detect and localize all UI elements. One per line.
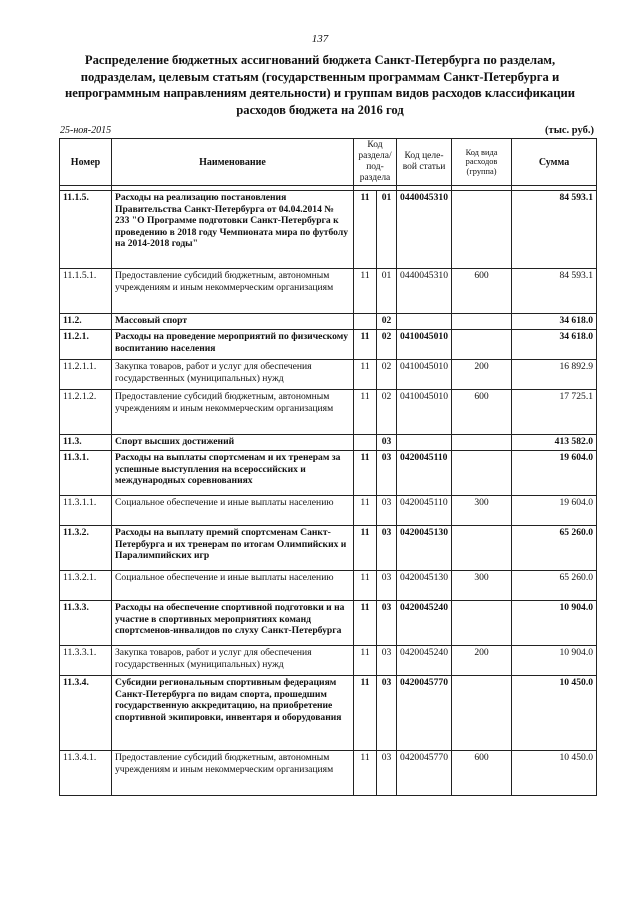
row-section: 11 <box>354 526 377 571</box>
row-sum: 65 260.0 <box>512 526 597 571</box>
table-row <box>60 646 597 676</box>
row-section: 11 <box>354 269 377 314</box>
row-name: Социальное обеспечение и иные выплаты населению <box>112 571 354 601</box>
row-number: 11.1.5. <box>60 191 112 269</box>
row-name: Закупка товаров, работ и услуг для обеспечения государственных (муниципальных) нужд <box>112 646 354 676</box>
row-name: Расходы на выплаты спортсменам и их тренерам за успешные выступления на всероссийских и международных соревнованиях <box>112 451 354 496</box>
row-article: 0410045010 <box>397 330 452 360</box>
row-type <box>452 526 512 571</box>
table-row <box>60 751 597 796</box>
row-article: 0420045110 <box>397 451 452 496</box>
row-sum: 10 904.0 <box>512 646 597 676</box>
row-section: 11 <box>354 390 377 435</box>
row-type: 600 <box>452 390 512 435</box>
row-section: 11 <box>354 451 377 496</box>
row-sum: 19 604.0 <box>512 451 597 496</box>
document-date: 25-ноя-2015 <box>60 125 112 136</box>
row-subsection: 03 <box>377 496 397 526</box>
row-number: 11.2.1.2. <box>60 390 112 435</box>
row-type <box>452 330 512 360</box>
row-number: 11.2.1. <box>60 330 112 360</box>
row-section: 11 <box>354 751 377 796</box>
row-name: Спорт высших достижений <box>112 435 354 451</box>
row-subsection: 03 <box>377 451 397 496</box>
row-sum: 19 604.0 <box>512 496 597 526</box>
row-type <box>452 191 512 269</box>
row-article: 0410045010 <box>397 390 452 435</box>
row-section: 11 <box>354 330 377 360</box>
row-subsection: 03 <box>377 646 397 676</box>
row-sum: 34 618.0 <box>512 314 597 330</box>
row-subsection: 03 <box>377 526 397 571</box>
row-name: Предоставление субсидий бюджетным, автономным учреждениям и иным некоммерческим организациям <box>112 269 354 314</box>
table-row <box>60 451 597 496</box>
row-type: 300 <box>452 496 512 526</box>
row-sum: 10 904.0 <box>512 601 597 646</box>
row-number: 11.3.1.1. <box>60 496 112 526</box>
row-number: 11.3.3.1. <box>60 646 112 676</box>
row-subsection: 02 <box>377 390 397 435</box>
row-sum: 84 593.1 <box>512 191 597 269</box>
header-sum: Сумма <box>512 139 597 186</box>
row-type: 600 <box>452 269 512 314</box>
row-number: 11.3.1. <box>60 451 112 496</box>
row-type: 200 <box>452 646 512 676</box>
header-number: Номер <box>60 139 112 186</box>
row-subsection: 01 <box>377 269 397 314</box>
row-number: 11.3.2.1. <box>60 571 112 601</box>
table-row <box>60 360 597 390</box>
units-label: (тыс. руб.) <box>545 125 594 136</box>
page-title: Распределение бюджетных ассигнований бюджета Санкт-Петербурга по разделам, подразделам, целевым статьям (государственным программам Санкт-Петербурга и непрограммным направлениям деятельности) и группам видов расходов классификации расходов бюджета на 2016 год <box>65 53 575 117</box>
row-section: 11 <box>354 646 377 676</box>
row-name: Расходы на проведение мероприятий по физическому воспитанию населения <box>112 330 354 360</box>
table-row <box>60 601 597 646</box>
row-article: 0420045770 <box>397 751 452 796</box>
row-section: 11 <box>354 496 377 526</box>
row-section: 11 <box>354 601 377 646</box>
table-row <box>60 676 597 751</box>
row-type <box>452 601 512 646</box>
header-article-code: Код целе- вой статьи <box>397 139 452 186</box>
row-number: 11.3.2. <box>60 526 112 571</box>
row-section: 11 <box>354 191 377 269</box>
table-row <box>60 435 597 451</box>
row-subsection: 02 <box>377 330 397 360</box>
row-name: Социальное обеспечение и иные выплаты населению <box>112 496 354 526</box>
row-article: 0420045240 <box>397 601 452 646</box>
row-sum: 65 260.0 <box>512 571 597 601</box>
row-name: Расходы на реализацию постановления Правительства Санкт-Петербурга от 04.04.2014 № 233 "О Программе подготовки Санкт-Петербурга к проведению в 2018 году Чемпионата мира по футболу на 2014-2018 годы" <box>112 191 354 269</box>
row-article: 0410045010 <box>397 360 452 390</box>
row-subsection: 03 <box>377 751 397 796</box>
header-section-code: Код раздела/ под- раздела <box>354 139 397 186</box>
row-sum: 10 450.0 <box>512 676 597 751</box>
row-sum: 413 582.0 <box>512 435 597 451</box>
row-type <box>452 451 512 496</box>
row-section: 11 <box>354 571 377 601</box>
table-row <box>60 314 597 330</box>
row-name: Предоставление субсидий бюджетным, автономным учреждениям и иным некоммерческим организациям <box>112 751 354 796</box>
row-subsection: 02 <box>377 360 397 390</box>
row-article: 0440045310 <box>397 269 452 314</box>
row-article <box>397 435 452 451</box>
table-row <box>60 191 597 269</box>
row-section <box>354 435 377 451</box>
row-article: 0420045130 <box>397 526 452 571</box>
table-row <box>60 330 597 360</box>
row-subsection: 03 <box>377 601 397 646</box>
row-section <box>354 314 377 330</box>
budget-table <box>59 138 597 796</box>
row-article: 0420045110 <box>397 496 452 526</box>
table-body <box>60 191 597 796</box>
row-name: Расходы на обеспечение спортивной подготовки и на участие в спортивных мероприятиях команд спортсменов-инвалидов по слуху Санкт-Петербурга <box>112 601 354 646</box>
table-row <box>60 571 597 601</box>
row-article: 0420045240 <box>397 646 452 676</box>
table-row <box>60 269 597 314</box>
row-name: Расходы на выплату премий спортсменам Санкт-Петербурга и их тренерам по итогам Олимпийских и Паралимпийских игр <box>112 526 354 571</box>
row-type: 300 <box>452 571 512 601</box>
row-sum: 16 892.9 <box>512 360 597 390</box>
row-type: 200 <box>452 360 512 390</box>
table-row <box>60 496 597 526</box>
row-number: 11.3.3. <box>60 601 112 646</box>
row-name: Массовый спорт <box>112 314 354 330</box>
row-type <box>452 314 512 330</box>
row-number: 11.2. <box>60 314 112 330</box>
row-subsection: 03 <box>377 676 397 751</box>
row-section: 11 <box>354 360 377 390</box>
row-subsection: 03 <box>377 435 397 451</box>
row-type <box>452 676 512 751</box>
row-name: Предоставление субсидий бюджетным, автономным учреждениям и иным некоммерческим организациям <box>112 390 354 435</box>
header-type-code: Код вида расходов (группа) <box>452 139 512 186</box>
row-subsection: 02 <box>377 314 397 330</box>
row-article <box>397 314 452 330</box>
row-number: 11.2.1.1. <box>60 360 112 390</box>
row-number: 11.3.4. <box>60 676 112 751</box>
row-number: 11.1.5.1. <box>60 269 112 314</box>
row-name: Закупка товаров, работ и услуг для обеспечения государственных (муниципальных) нужд <box>112 360 354 390</box>
row-sum: 34 618.0 <box>512 330 597 360</box>
row-number: 11.3. <box>60 435 112 451</box>
table-row <box>60 526 597 571</box>
row-sum: 10 450.0 <box>512 751 597 796</box>
row-type: 600 <box>452 751 512 796</box>
row-subsection: 01 <box>377 191 397 269</box>
row-article: 0420045130 <box>397 571 452 601</box>
row-article: 0420045770 <box>397 676 452 751</box>
row-type <box>452 435 512 451</box>
row-article: 0440045310 <box>397 191 452 269</box>
header-name: Наименование <box>112 139 354 186</box>
row-subsection: 03 <box>377 571 397 601</box>
row-sum: 17 725.1 <box>512 390 597 435</box>
row-name: Субсидии региональным спортивным федерациям Санкт-Петербурга по видам спорта, прошедшим государственную аккредитацию, на приобретение спортивной экипировки, инвентаря и оборудования <box>112 676 354 751</box>
table-row <box>60 390 597 435</box>
row-number: 11.3.4.1. <box>60 751 112 796</box>
row-section: 11 <box>354 676 377 751</box>
page-number: 137 <box>311 33 329 45</box>
row-sum: 84 593.1 <box>512 269 597 314</box>
table-header-row <box>60 139 597 186</box>
